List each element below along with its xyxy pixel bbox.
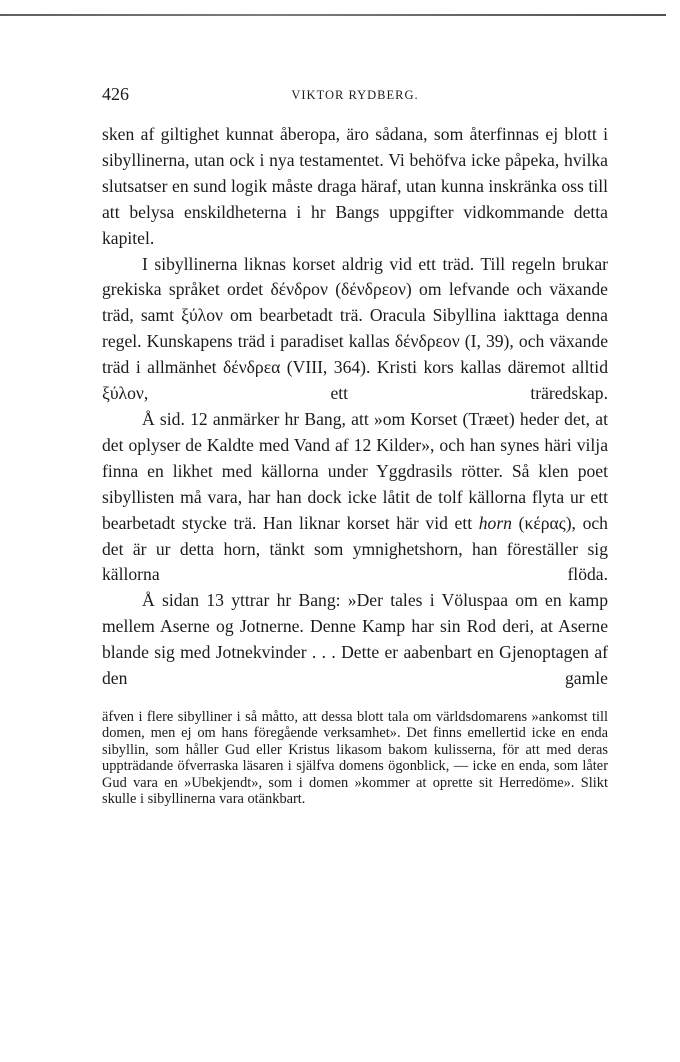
book-page: [102, 84, 608, 807]
body-text: [102, 122, 608, 692]
paragraph-1: sken af giltighet kunnat åberopa, äro sådana, som återfinnas ej blott i sibyllinerna, utan ock i nya testamentet. Vi behöfva icke påpeka, hvilka slutsatser en sund logik måste draga häraf, utan kunna inskränka oss till att belysa enskildheterna i hr Bangs uppgifter vidkommande detta kapitel.: [102, 124, 608, 248]
page-number: 426: [102, 84, 129, 104]
paragraph-2: I sibyllinerna liknas korset aldrig vid ett träd. Till regeln brukar grekiska språket ordet δένδρον (δένδρεον) om lefvande och växande träd, samt ξύλον om bearbetadt trä. Oracula Sibyllina iakttaga denna regel. Kunskapens träd i paradiset kallas δένδρεον (I, 39), och växande träd i allmänhet δένδρεα (VIII, 364). Kristi kors kallas däremot alltid ξύλον, ett träredskap.: [102, 253, 608, 404]
scan-edge-line: [0, 14, 666, 16]
italic-horn: horn: [478, 512, 512, 533]
paragraph-3-text-a: Å sid. 12 anmärker hr Bang, att »om Korset (Træet) heder det, at det oplyser de Kaldte med Vand af 12 Kilder», och han synes häri vilja finna en likhet med källorna under Yggdrasils rötter. Så klen poet sibyllisten må vara, har han dock icke låtit de tolf källorna flyta ur ett bearbetadt stycke trä. Han liknar korset här vid ett: [102, 408, 608, 533]
running-head: [102, 84, 608, 108]
footnote-text: äfven i flere sibylliner i så måtto, att dessa blott tala om världsdomarens »ankomst till domen, men ej om hans föregående verksamhet». Det finns emellertid icke en enda sibyllin, som håller Gud eller Kristus likasom bakom kulisserna, för att med deras uppträdande öfverraska läsaren i själfva domens ögonblick, — icke en enda, som låter Gud vara en »Ubekjendt», som i domen »kommer at oprette sit Herredöme». Slikt skulle i sibyllinerna vara otänkbart.: [102, 708, 608, 807]
paragraph-4: Å sidan 13 yttrar hr Bang: »Der tales i Völuspaa om en kamp mellem Aserne og Jotnerne. Denne Kamp har sin Rod deri, at Aserne blande sig med Jotnekvinder . . . Dette er aabenbart en Gjenoptagen af den gamle: [102, 590, 608, 689]
paragraph-3: [102, 407, 608, 588]
footnote-block: [102, 709, 608, 807]
running-title: VIKTOR RYDBERG.: [291, 88, 419, 102]
paragraph-3-text-b: (κέρας), och det är ur detta horn, tänkt som ymnighetshorn, han föreställer sig källorna flöda.: [102, 512, 608, 585]
